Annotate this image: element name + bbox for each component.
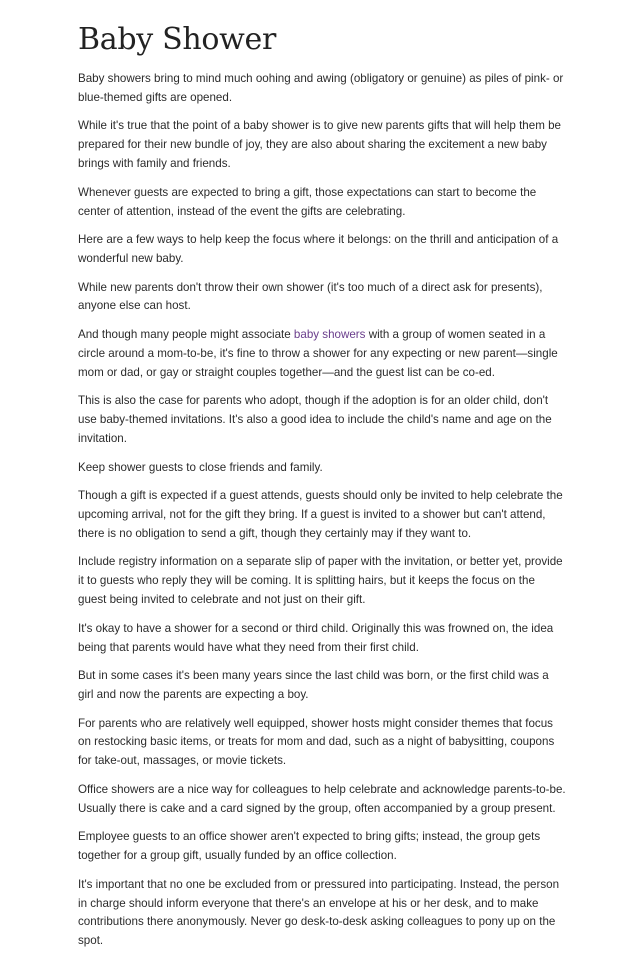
page-title: Baby Shower	[78, 22, 277, 57]
paragraph-text: And though many people might associate	[78, 327, 294, 341]
paragraph: But in some cases it's been many years since the last child was born, or the first child was a girl and now the parents are expecting a boy.	[78, 669, 549, 701]
paragraph: Office showers are a nice way for colleagues to help celebrate and acknowledge parents-to-be. Usually there is cake and a card signed by the group, often accompanied by a group present.	[78, 782, 566, 815]
paragraph-text: with a group of women seated in a circle around a mom-to-be, it's fine to throw a shower for any expecting or new parent—single mom or dad, or gay or straight couples together—and the guest list can be co-ed.	[78, 327, 558, 379]
paragraph: While it's true that the point of a baby shower is to give new parents gifts that will help them be prepared for their new bundle of joy, they are also about sharing the excitement a new baby brings with family and friends.	[78, 119, 561, 171]
paragraph: It's important that no one be excluded from or pressured into participating. Instead, the person in charge should inform everyone that there's an envelope at his or her desk, and to make contributions there anonymously. Never go desk-to-desk asking colleagues to pony up on the spot.	[78, 877, 560, 948]
baby-showers-link[interactable]: baby showers	[293, 327, 366, 341]
paragraph: Though a gift is expected if a guest attends, guests should only be invited to help celebrate the upcoming arrival, not for the gift they bring. If a guest is invited to a shower but can't attend, there is no obligation to send a gift, though they certainly may if they want to.	[78, 489, 563, 540]
paragraph: Whenever guests are expected to bring a gift, those expectations can start to become the center of attention, instead of the event the gifts are celebrating.	[78, 185, 537, 218]
paragraph: Include registry information on a separate slip of paper with the invitation, or better yet, provide it to guests who reply they will be coming. It is splitting hairs, but it keeps the focus on the guest being invited to celebrate and not just on their gift.	[78, 555, 563, 607]
paragraph: While new parents don't throw their own shower (it's too much of a direct ask for presents), anyone else can host.	[78, 280, 543, 313]
paragraph: Keep shower guests to close friends and family.	[78, 460, 323, 474]
paragraph: Baby showers bring to mind much oohing and awing (obligatory or genuine) as piles of pink- or blue-themed gifts are opened.	[78, 72, 564, 104]
paragraph: It's okay to have a shower for a second or third child. Originally this was frowned on, the idea being that parents would have what they need from their first child.	[78, 621, 554, 654]
paragraph: This is also the case for parents who adopt, though if the adoption is for an older child, don't use baby-themed invitations. It's also a good idea to include the child's name and age on the invitation.	[78, 394, 552, 446]
document-page	[78, 22, 566, 961]
paragraph: Employee guests to an office shower aren't expected to bring gifts; instead, the group gets together for a group gift, usually funded by an office collection.	[78, 830, 541, 863]
paragraph-with-link	[78, 326, 566, 383]
paragraph: Here are a few ways to help keep the focus where it belongs: on the thrill and anticipation of a wonderful new baby.	[78, 233, 559, 266]
paragraph: For parents who are relatively well equipped, shower hosts might consider themes that focus on restocking basic items, or treats for mom and dad, such as a night of babysitting, coupons for take-out, massages, or movie tickets.	[78, 716, 555, 768]
